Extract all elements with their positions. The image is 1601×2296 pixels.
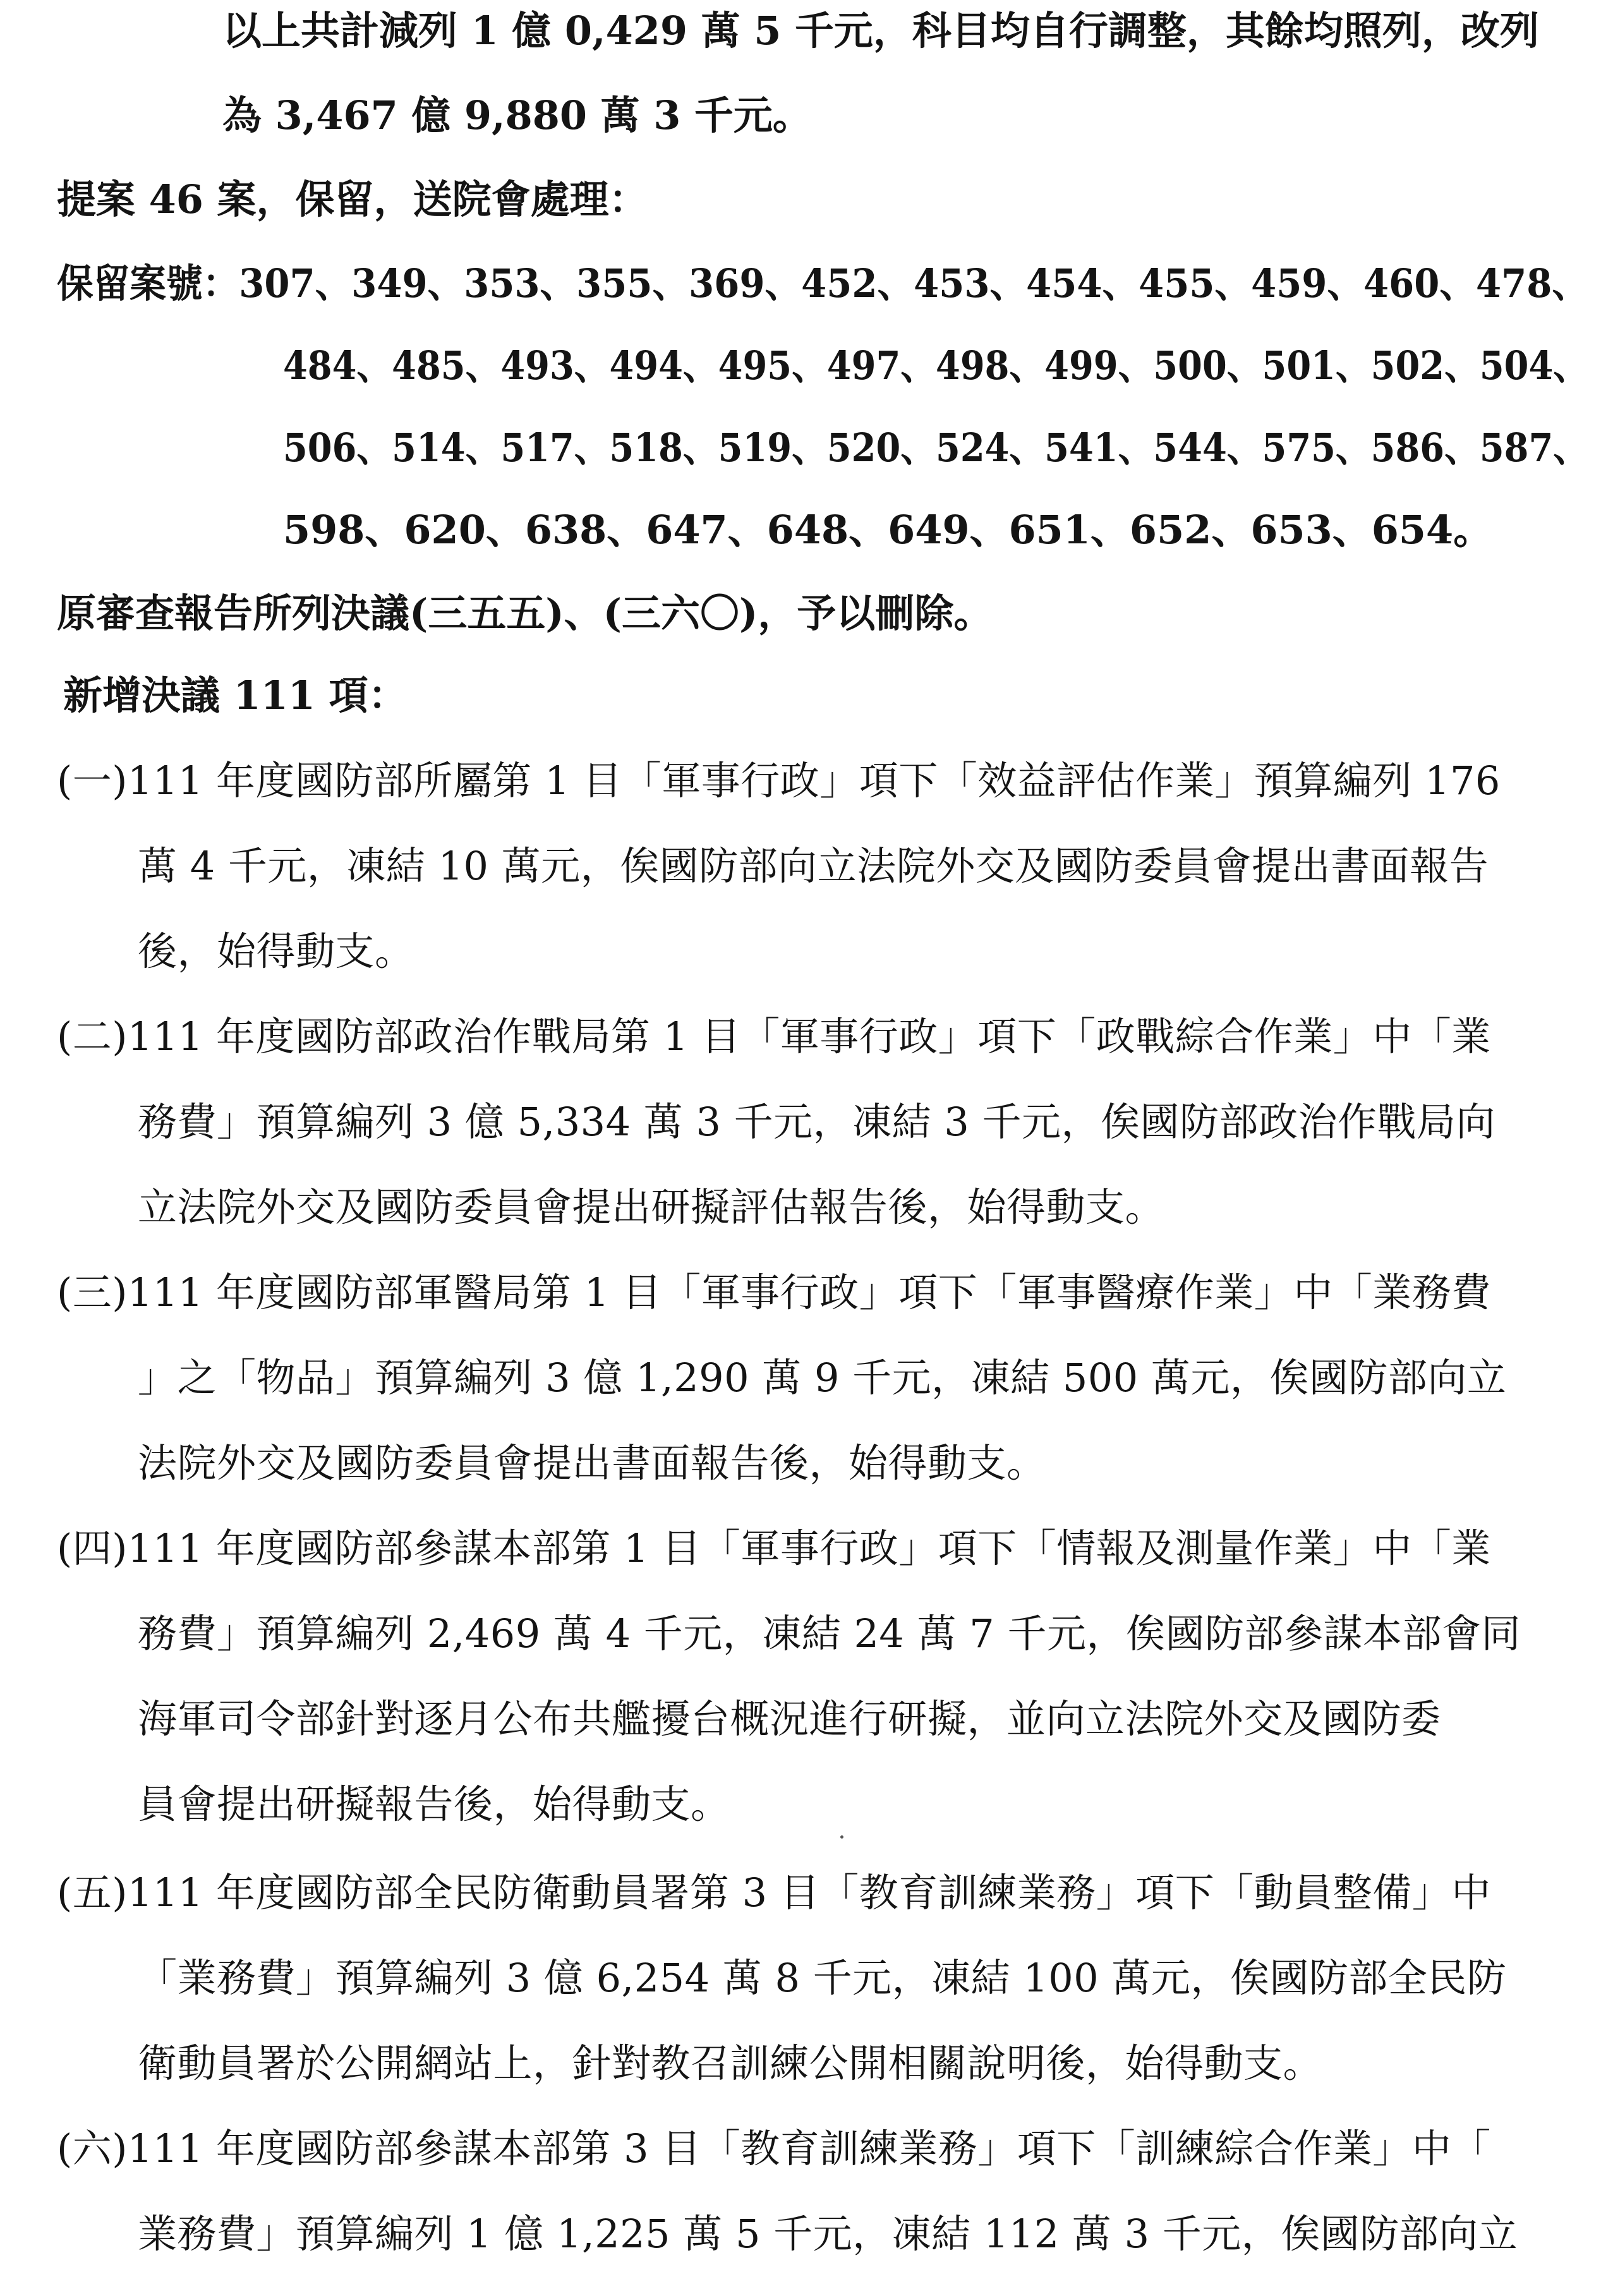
- resolution-item-6-line-2: 業務費」預算編列 1 億 1,225 萬 5 千元，凍結 112 萬 3 千元，俟國防部向立: [138, 2211, 1518, 2257]
- resolution-item-4-line-2: 務費」預算編列 2,469 萬 4 千元，凍結 24 萬 7 千元，俟國防部參謀本部會同: [138, 1610, 1521, 1657]
- resolution-item-5-line-3: 衛動員署於公開網站上，針對教召訓練公開相關說明後，始得動支。: [138, 2040, 1323, 2086]
- summary-line-2: 為 3,467 億 9,880 萬 3 千元。: [222, 92, 812, 138]
- resolution-item-2-line-1: (二)111 年度國防部政治作戰局第 1 目「軍事行政」項下「政戰綜合作業」中「業: [57, 1013, 1491, 1060]
- resolution-item-4-line-4: 員會提出研擬報告後，始得動支。: [138, 1781, 730, 1827]
- resolution-item-3-line-2: 」之「物品」預算編列 3 億 1,290 萬 9 千元，凍結 500 萬元，俟國防部向立: [138, 1355, 1507, 1401]
- resolution-item-5-line-1: (五)111 年度國防部全民防衛動員署第 3 目「教育訓練業務」項下「動員整備」中: [57, 1870, 1491, 1916]
- resolution-item-3-line-1: (三)111 年度國防部軍醫局第 1 目「軍事行政」項下「軍事醫療作業」中「業務費: [57, 1269, 1491, 1315]
- summary-line-1: 以上共計減列 1 億 0,429 萬 5 千元，科目均自行調整，其餘均照列，改列: [222, 8, 1539, 54]
- deletion-note: 原審查報告所列決議(三五五)、(三六〇)，予以刪除。: [57, 590, 993, 636]
- resolution-item-1-line-2: 萬 4 千元，凍結 10 萬元，俟國防部向立法院外交及國防委員會提出書面報告: [138, 843, 1489, 889]
- resolution-item-5-line-2: 「業務費」預算編列 3 億 6,254 萬 8 千元，凍結 100 萬元，俟國防部全民防: [138, 1955, 1507, 2001]
- new-resolutions-heading: 新增決議 111 項：: [63, 672, 408, 718]
- resolution-item-3-line-3: 法院外交及國防委員會提出書面報告後，始得動支。: [138, 1440, 1046, 1486]
- resolution-item-2-line-2: 務費」預算編列 3 億 5,334 萬 3 千元，凍結 3 千元，俟國防部政治作戰局向: [138, 1099, 1495, 1145]
- reserved-case-numbers-1: 保留案號：307、349、353、355、369、452、453、454、455、459、460、478、: [57, 260, 1589, 306]
- reserved-case-numbers-3: 506、514、517、518、519、520、524、541、544、575、586、587、: [283, 425, 1589, 471]
- resolution-item-1-line-3: 後，始得動支。: [138, 928, 414, 974]
- scan-speck: [840, 1835, 843, 1839]
- resolution-item-6-line-1: (六)111 年度國防部參謀本部第 3 目「教育訓練業務」項下「訓練綜合作業」中「: [57, 2125, 1491, 2172]
- resolution-item-1-line-1: (一)111 年度國防部所屬第 1 目「軍事行政」項下「效益評估作業」預算編列 176: [57, 758, 1501, 804]
- reserved-case-numbers-2: 484、485、493、494、495、497、498、499、500、501、502、504、: [283, 342, 1589, 389]
- resolution-item-2-line-3: 立法院外交及國防委員會提出研擬評估報告後，始得動支。: [138, 1184, 1165, 1230]
- reserved-case-numbers-4: 598、620、638、647、648、649、651、652、653、654。: [283, 507, 1493, 553]
- proposal-heading: 提案 46 案，保留，送院會處理：: [57, 176, 648, 222]
- resolution-item-4-line-1: (四)111 年度國防部參謀本部第 1 目「軍事行政」項下「情報及測量作業」中「業: [57, 1525, 1491, 1571]
- resolution-item-4-line-3: 海軍司令部針對逐月公布共艦擾台概況進行研擬，並向立法院外交及國防委: [138, 1696, 1441, 1742]
